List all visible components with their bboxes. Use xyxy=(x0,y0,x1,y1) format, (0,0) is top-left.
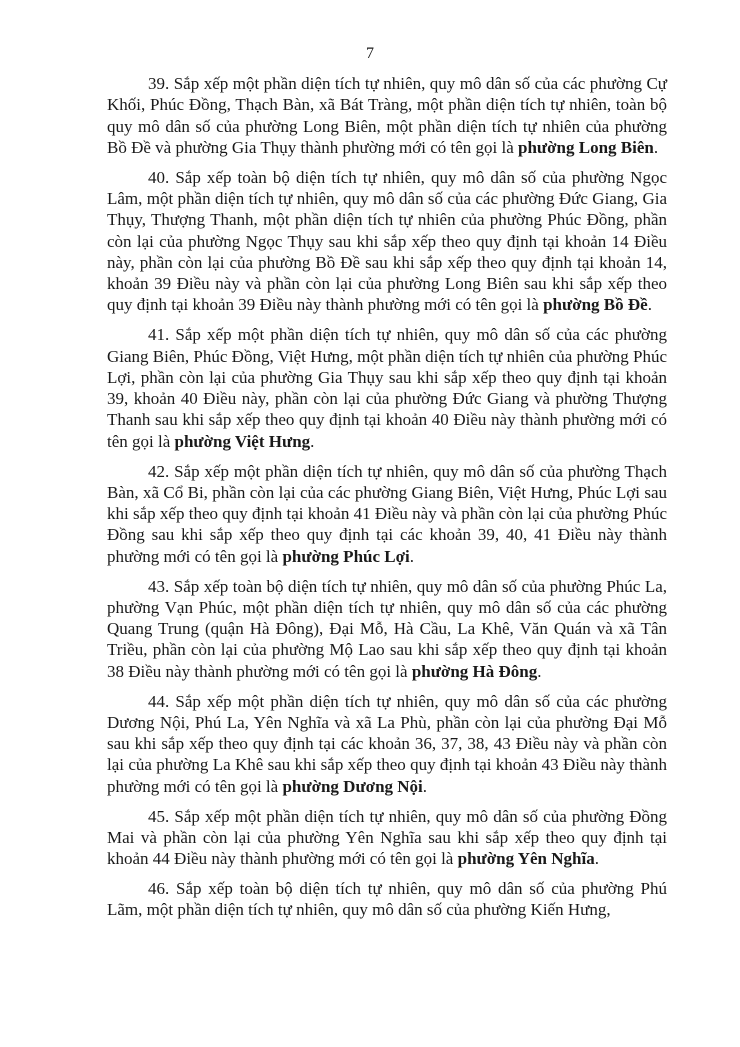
article-43 xyxy=(107,576,667,682)
article-text: 39. Sắp xếp một phần diện tích tự nhiên, quy mô dân số của các phường Cự Khối, Phúc Đồng, Thạch Bàn, xã Bát Tràng, một phần diện tích tự nhiên, toàn bộ quy mô dân số của phường Long Biên, một phần diện tích tự nhiên của phường Bồ Đề và phường Gia Thụy thành phường mới có tên gọi là xyxy=(107,74,667,157)
article-end: . xyxy=(422,776,428,796)
article-end: . xyxy=(594,849,599,869)
article-end: . xyxy=(537,661,542,681)
article-text: 40. Sắp xếp toàn bộ diện tích tự nhiên, quy mô dân số của phường Ngọc Lâm, một phần diện tích tự nhiên, quy mô dân số của các phường Đức Giang, Gia Thụy, Thượng Thanh, một phần diện tích tự nhiên của phường Phúc Đồng, phần còn lại của phường Ngọc Thụy sau khi sắp xếp theo quy định tại khoản 14 Điều này, phần còn lại của phường Bồ Đề sau khi sắp xếp theo quy định tại khoản 14, khoản 39 Điều này và phần còn lại của phường Long Biên sau khi sắp xếp theo quy định tại khoản 39 Điều này thành phường mới có tên gọi là xyxy=(107,167,667,315)
ward-name: phường Hà Đông xyxy=(411,661,538,681)
article-40 xyxy=(107,167,667,316)
article-44 xyxy=(107,691,667,797)
article-text: 46. Sắp xếp toàn bộ diện tích tự nhiên, quy mô dân số của phường Phú Lãm, một phần diện tích tự nhiên, quy mô dân số của phường Kiến Hưng, xyxy=(107,878,667,920)
ward-name: phường Việt Hưng xyxy=(174,431,311,451)
ward-name: phường Long Biên xyxy=(518,137,654,157)
article-end: . xyxy=(647,295,652,315)
article-text: 45. Sắp xếp một phần diện tích tự nhiên, quy mô dân số của phường Đồng Mai và phần còn lại của phường Yên Nghĩa sau khi sắp xếp theo quy định tại khoản 44 Điều này thành phường mới có tên gọi là xyxy=(107,806,667,869)
article-end: . xyxy=(409,546,414,566)
article-text: 43. Sắp xếp toàn bộ diện tích tự nhiên, quy mô dân số của phường Phúc La, phường Vạn Phúc, một phần diện tích tự nhiên, quy mô dân số của các phường Quang Trung (quận Hà Đông), Đại Mỗ, Hà Cầu, La Khê, Văn Quán và xã Tân Triều, phần còn lại của phường Mộ Lao sau khi sắp xếp theo quy định tại khoản 38 Điều này thành phường mới có tên gọi là xyxy=(107,576,667,681)
article-text: 42. Sắp xếp một phần diện tích tự nhiên, quy mô dân số của phường Thạch Bàn, xã Cổ Bi, phần còn lại của các phường Giang Biên, Việt Hưng, Phúc Lợi sau khi sắp xếp theo quy định tại khoản 41 Điều này và phần còn lại của phường Phúc Đồng sau khi sắp xếp theo quy định tại các khoản 39, 40, 41 Điều này thành phường mới có tên gọi là xyxy=(107,461,667,566)
article-46 xyxy=(107,878,667,921)
document-body xyxy=(107,73,667,929)
ward-name: phường Dương Nội xyxy=(282,776,423,796)
article-45 xyxy=(107,806,667,870)
article-text: 44. Sắp xếp một phần diện tích tự nhiên, quy mô dân số của các phường Dương Nội, Phú La, Yên Nghĩa và xã La Phù, phần còn lại của phường Đại Mỗ sau khi sắp xếp theo quy định tại các khoản 36, 37, 38, 43 Điều này và phần còn lại của phường La Khê sau khi sắp xếp theo quy định tại khoản 43 Điều này thành phường mới có tên gọi là xyxy=(107,691,667,796)
article-41 xyxy=(107,324,667,452)
article-end: . xyxy=(310,431,315,451)
ward-name: phường Phúc Lợi xyxy=(282,546,410,566)
article-end: . xyxy=(653,137,659,157)
article-42 xyxy=(107,461,667,567)
page-number: 7 xyxy=(366,45,374,62)
ward-name: phường Yên Nghĩa xyxy=(457,849,595,869)
article-text: 41. Sắp xếp một phần diện tích tự nhiên, quy mô dân số của các phường Giang Biên, Phúc Đồng, Việt Hưng, một phần diện tích tự nhiên của phường Phúc Lợi, phần còn lại của phường Gia Thụy sau khi sắp xếp theo quy định tại khoản 39, khoản 40 Điều này, phần còn lại của phường Đức Giang và phường Thượng Thanh sau khi sắp xếp theo quy định tại khoản 40 Điều này thành phường mới có tên gọi là xyxy=(107,325,667,451)
ward-name: phường Bồ Đề xyxy=(543,295,648,315)
article-39 xyxy=(107,73,667,158)
